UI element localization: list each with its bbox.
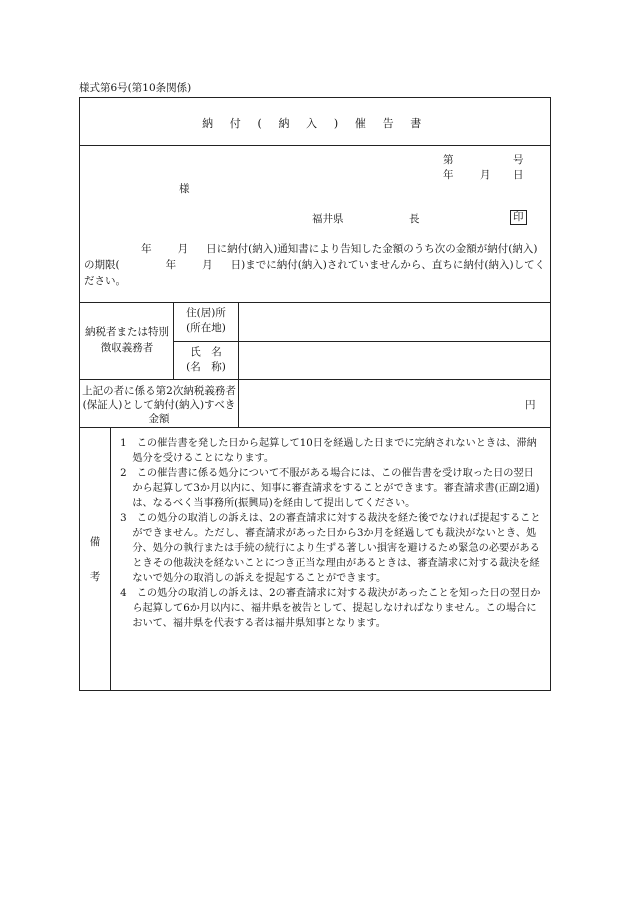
remarks-label-1: 備 — [89, 536, 101, 548]
remarks-item: 4 この処分の取消しの訴えは、2の審査請求に対する裁決があったことを知った日の翌日から起算して6か月以内に、福井県を被告として、提起しなければなりません。この場合において、福井県を代表する者は福井県知事となります。 — [120, 588, 541, 629]
remarks-item: 3 この処分の取消しの訴えは、2の審査請求に対する裁決を経た後でなければ提起することができません。ただし、審査請求があった日から3か月を経過しても裁決がないとき、処分、処分の執行または手続の続行により生ずる著しい損害を避けるため緊急の必要があるときその他裁決を経ないことにつき正当な理由があるときは、審査請求に対する裁決を経ないで処分の取消しの訴えを提起することができます。 — [120, 513, 541, 584]
divider — [80, 145, 550, 146]
notice-form — [79, 97, 551, 691]
remarks-item: 2 この催告書に係る処分について不服がある場合には、この催告書を受け取った日の翌日から起算して3か月以内に、知事に審査請求をすることができます。審査請求書(正副2通)は、なるべく当事務所(振興局)を経由して提出してください。 — [120, 468, 540, 509]
divider — [80, 427, 550, 428]
divider — [238, 302, 239, 427]
remarks-item: 1 この催告書を発した日から起算して10日を経過した日までに完納されないときは、滞納処分を受けることになります。 — [120, 438, 537, 464]
date-day: 日 — [513, 169, 524, 181]
divider — [80, 379, 550, 380]
number-suffix: 号 — [513, 154, 524, 166]
name-label: 氏 名 — [190, 346, 222, 358]
body-month: 月 — [177, 243, 189, 255]
date-year: 年 — [443, 169, 454, 181]
seal-mark: 印 — [510, 210, 527, 225]
amount-unit: 円 — [525, 399, 536, 411]
body-month-2: 月 — [202, 259, 213, 271]
addressee-suffix: 様 — [179, 183, 190, 195]
divider — [80, 302, 550, 303]
date-month: 月 — [480, 169, 491, 181]
address-label: 住(居)所 — [186, 307, 226, 319]
taxpayer-group-label: 納税者または特別徴収義務者 — [85, 326, 169, 354]
issuer-title: 長 — [409, 213, 420, 225]
form-number-label: 様式第6号(第10条関係) — [79, 82, 192, 94]
secondary-liability-label: 上記の者に係る第2次納税義務者(保証人)として納付(納入)すべき金額 — [82, 385, 236, 425]
body-year-2: 年 — [165, 259, 177, 271]
notice-paragraph — [84, 241, 546, 289]
divider — [110, 427, 111, 690]
remarks-label-2: 考 — [89, 571, 101, 583]
name-sublabel: (名 称) — [186, 361, 226, 373]
divider — [173, 341, 550, 342]
remarks-list — [116, 436, 544, 631]
body-year: 年 — [141, 243, 152, 255]
number-prefix: 第 — [443, 154, 454, 166]
address-sublabel: (所在地) — [186, 322, 226, 334]
issuer-prefecture: 福井県 — [312, 213, 344, 225]
body-text-2: 日)までに納付(納入)されていませんから、直ちに納付(納入)してください。 — [84, 259, 546, 287]
body-text-1: 日に納付(納入)通知書により告知した金額のうち次の金額が納付(納入)の期限( — [84, 243, 538, 271]
document-title: 納 付 ( 納 入 ) 催 告 書 — [202, 117, 428, 130]
